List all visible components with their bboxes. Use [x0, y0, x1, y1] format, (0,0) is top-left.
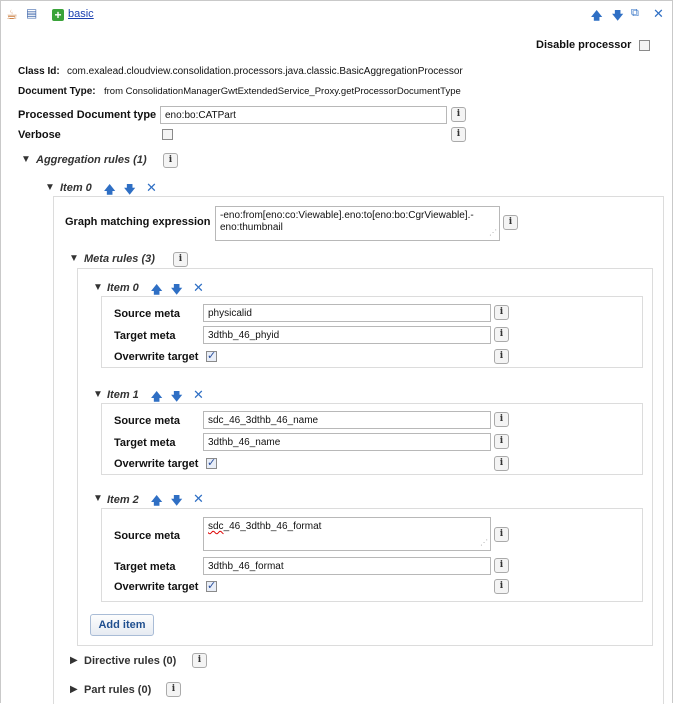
info-icon[interactable]: i: [494, 349, 509, 364]
graph-line-2: eno:thumbnail: [220, 222, 283, 233]
disable-processor-label: Disable processor: [536, 39, 632, 51]
info-icon[interactable]: i: [494, 434, 509, 449]
overwrite-target-checkbox[interactable]: [206, 351, 217, 362]
verbose-checkbox[interactable]: [162, 129, 173, 140]
misspelled-word: sdc: [208, 521, 224, 532]
info-icon[interactable]: i: [166, 682, 181, 697]
meta-item-label: Item 1: [107, 389, 139, 401]
disable-processor-checkbox[interactable]: [639, 40, 650, 51]
move-up-icon[interactable]: 🡅: [104, 184, 116, 196]
comment-icon[interactable]: ▤: [26, 6, 38, 20]
graph-matching-label: Graph matching expression: [65, 216, 211, 228]
target-meta-label: Target meta: [114, 561, 176, 573]
target-meta-input[interactable]: 3dthb_46_name: [203, 433, 491, 451]
plus-icon[interactable]: +: [52, 9, 64, 21]
source-meta-label: Source meta: [114, 415, 181, 427]
info-icon[interactable]: i: [163, 153, 178, 168]
collapse-triangle-icon[interactable]: ▼: [93, 282, 103, 293]
info-icon[interactable]: i: [173, 252, 188, 267]
move-down-icon[interactable]: 🡇: [171, 284, 183, 296]
source-meta-input[interactable]: sdc_46_3dthb_46_name: [203, 411, 491, 429]
target-meta-input[interactable]: 3dthb_46_phyid: [203, 326, 491, 344]
remove-item-icon[interactable]: ✕: [193, 387, 204, 402]
resize-grip-icon[interactable]: ⋰: [489, 228, 497, 237]
move-down-icon[interactable]: 🡇: [171, 391, 183, 403]
info-icon[interactable]: i: [494, 579, 509, 594]
source-meta-label: Source meta: [114, 530, 181, 542]
source-meta-textarea[interactable]: [203, 517, 491, 551]
graph-matching-textarea[interactable]: [215, 206, 500, 241]
verbose-label: Verbose: [18, 129, 61, 141]
move-up-icon[interactable]: 🡅: [151, 284, 163, 296]
info-icon[interactable]: i: [494, 558, 509, 573]
source-meta-label: Source meta: [114, 308, 181, 320]
meta-rules-header[interactable]: Meta rules (3): [84, 253, 155, 265]
info-icon[interactable]: i: [494, 412, 509, 427]
processed-doc-type-input[interactable]: eno:bo:CATPart: [160, 106, 447, 124]
info-icon[interactable]: i: [451, 107, 466, 122]
overwrite-target-label: Overwrite target: [114, 581, 199, 593]
expand-triangle-icon[interactable]: ▶: [70, 684, 78, 695]
remove-item-icon[interactable]: ✕: [193, 280, 204, 295]
overwrite-target-checkbox[interactable]: [206, 581, 217, 592]
directive-rules-header[interactable]: Directive rules (0): [84, 655, 177, 667]
class-id-value: com.exalead.cloudview.consolidation.processors.java.classic.BasicAggregationProcessor: [67, 66, 463, 77]
target-meta-label: Target meta: [114, 330, 176, 342]
meta-item-label: Item 0: [107, 282, 139, 294]
move-down-icon[interactable]: 🡇: [612, 10, 624, 22]
info-icon[interactable]: i: [494, 327, 509, 342]
collapse-triangle-icon[interactable]: ▼: [93, 493, 103, 504]
source-meta-text: _46_3dthb_46_format: [223, 521, 322, 532]
java-icon: ☕: [6, 7, 18, 22]
overwrite-target-label: Overwrite target: [114, 351, 199, 363]
target-meta-input[interactable]: 3dthb_46_format: [203, 557, 491, 575]
collapse-triangle-icon[interactable]: ▼: [69, 253, 79, 264]
part-rules-header[interactable]: Part rules (0): [84, 684, 152, 696]
move-up-icon[interactable]: 🡅: [591, 10, 603, 22]
info-icon[interactable]: i: [192, 653, 207, 668]
graph-line-1: -eno:from[eno:co:Viewable].eno:to[eno:bo:CgrViewable].-: [220, 210, 474, 221]
add-item-button[interactable]: Add item: [90, 614, 154, 636]
move-down-icon[interactable]: 🡇: [124, 184, 136, 196]
aggregation-rules-header[interactable]: Aggregation rules (1): [36, 154, 147, 166]
processed-doc-type-label: Processed Document type: [18, 109, 157, 121]
info-icon[interactable]: i: [494, 305, 509, 320]
info-icon[interactable]: i: [494, 527, 509, 542]
copy-icon[interactable]: ⧉: [631, 7, 639, 19]
document-type-label: Document Type:: [18, 86, 96, 97]
info-icon[interactable]: i: [451, 127, 466, 142]
class-id-label: Class Id:: [18, 66, 60, 77]
move-up-icon[interactable]: 🡅: [151, 391, 163, 403]
info-icon[interactable]: i: [503, 215, 518, 230]
overwrite-target-label: Overwrite target: [114, 458, 199, 470]
source-meta-input[interactable]: physicalid: [203, 304, 491, 322]
expand-triangle-icon[interactable]: ▶: [70, 655, 78, 666]
document-type-value: from ConsolidationManagerGwtExtendedService_Proxy.getProcessorDocumentType: [104, 86, 461, 97]
collapse-triangle-icon[interactable]: ▼: [45, 182, 55, 193]
meta-item-label: Item 2: [107, 494, 139, 506]
remove-item-icon[interactable]: ✕: [146, 180, 157, 195]
aggregation-item-label: Item 0: [60, 182, 92, 194]
info-icon[interactable]: i: [494, 456, 509, 471]
processor-title-link[interactable]: basic: [68, 8, 94, 20]
remove-item-icon[interactable]: ✕: [193, 491, 204, 506]
target-meta-label: Target meta: [114, 437, 176, 449]
collapse-triangle-icon[interactable]: ▼: [21, 154, 31, 165]
move-down-icon[interactable]: 🡇: [171, 495, 183, 507]
resize-grip-icon[interactable]: ⋰: [480, 538, 488, 547]
overwrite-target-checkbox[interactable]: [206, 458, 217, 469]
move-up-icon[interactable]: 🡅: [151, 495, 163, 507]
close-icon[interactable]: ✕: [653, 6, 664, 21]
collapse-triangle-icon[interactable]: ▼: [93, 389, 103, 400]
